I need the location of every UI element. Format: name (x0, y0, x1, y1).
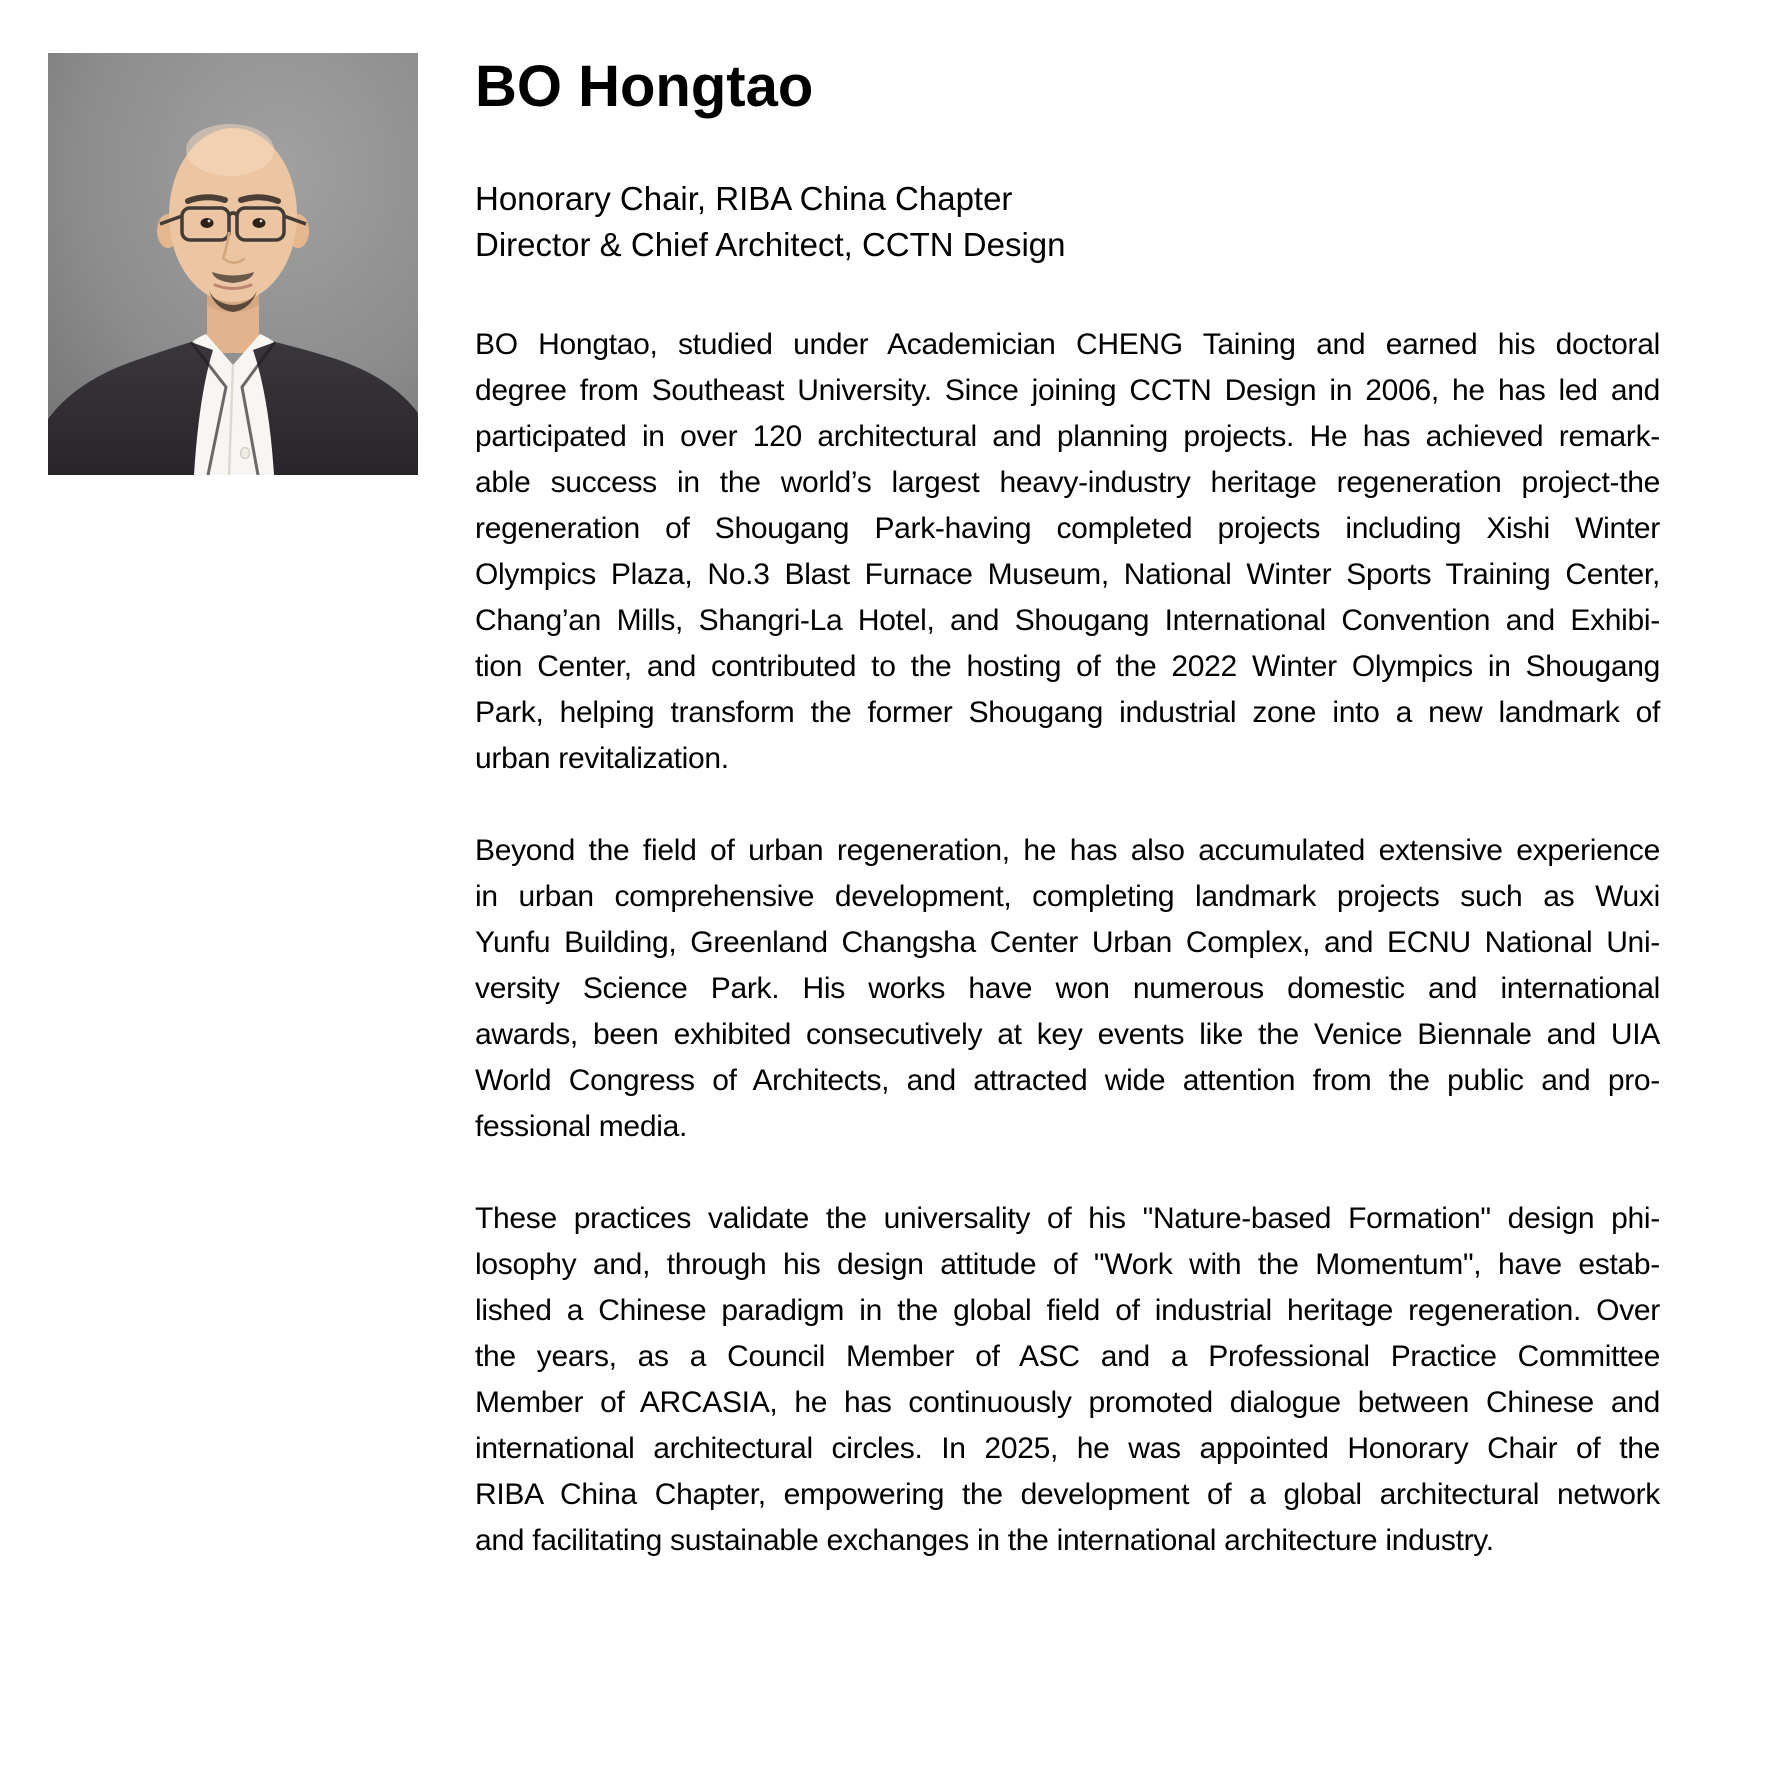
bio-line: fessional media. (475, 1110, 687, 1143)
profile-title-line: Director & Chief Architect, CCTN Design (475, 226, 1066, 263)
bio-line: World Congress of Architects, and attracted wide attention from the public and pro- (475, 1064, 1660, 1097)
bio-line: These practices validate the universality of his "Nature-based Formation" design phi- (475, 1202, 1660, 1235)
bio-line: RIBA China Chapter, empowering the development of a global architectural network (475, 1478, 1660, 1511)
bio-line: Member of ARCASIA, he has continuously promoted dialogue between Chinese and (475, 1386, 1660, 1419)
bio-line: Chang’an Mills, Shangri-La Hotel, and Shougang International Convention and Exhibi- (475, 604, 1660, 637)
bio-line: degree from Southeast University. Since joining CCTN Design in 2006, he has led and (475, 374, 1660, 407)
bio-line: awards, been exhibited consecutively at key events like the Venice Biennale and UIA (475, 1018, 1660, 1051)
bio-line: Yunfu Building, Greenland Changsha Center Urban Complex, and ECNU National Uni- (475, 926, 1660, 959)
portrait-illustration (48, 53, 418, 475)
bio-line: versity Science Park. His works have won numerous domestic and international (475, 972, 1660, 1005)
bio-line: urban revitalization. (475, 742, 729, 775)
bio-line: in urban comprehensive development, completing landmark projects such as Wuxi (475, 880, 1660, 913)
bio-paragraph (475, 1196, 1660, 1564)
page-title: BO Hongtao (475, 54, 814, 119)
bio-paragraph (475, 322, 1660, 782)
bio-line: the years, as a Council Member of ASC and a Professional Practice Committee (475, 1340, 1660, 1373)
bio-line: Park, helping transform the former Shougang industrial zone into a new landmark of (475, 696, 1660, 729)
bio-paragraph (475, 828, 1660, 1150)
bio-line: international architectural circles. In 2025, he was appointed Honorary Chair of the (475, 1432, 1660, 1465)
bio-line: regeneration of Shougang Park-having completed projects including Xishi Winter (475, 512, 1660, 545)
profile-titles (475, 176, 1066, 268)
portrait-photo (48, 53, 418, 475)
bio-line: Beyond the field of urban regeneration, he has also accumulated extensive experience (475, 834, 1660, 867)
bio-line: lished a Chinese paradigm in the global field of industrial heritage regeneration. Over (475, 1294, 1660, 1327)
bio-line: and facilitating sustainable exchanges in the international architecture industry. (475, 1524, 1494, 1557)
bio-line: losophy and, through his design attitude of "Work with the Momentum", have estab- (475, 1248, 1660, 1281)
bio-line: participated in over 120 architectural and planning projects. He has achieved remark- (475, 420, 1660, 453)
bio-line: able success in the world’s largest heavy-industry heritage regeneration project-the (475, 466, 1660, 499)
bio-line: tion Center, and contributed to the hosting of the 2022 Winter Olympics in Shougang (475, 650, 1660, 683)
profile-title-line: Honorary Chair, RIBA China Chapter (475, 180, 1013, 217)
bio-text (475, 322, 1660, 1564)
bio-line: BO Hongtao, studied under Academician CHENG Taining and earned his doctoral (475, 328, 1660, 361)
bio-line: Olympics Plaza, No.3 Blast Furnace Museum, National Winter Sports Training Center, (475, 558, 1660, 591)
